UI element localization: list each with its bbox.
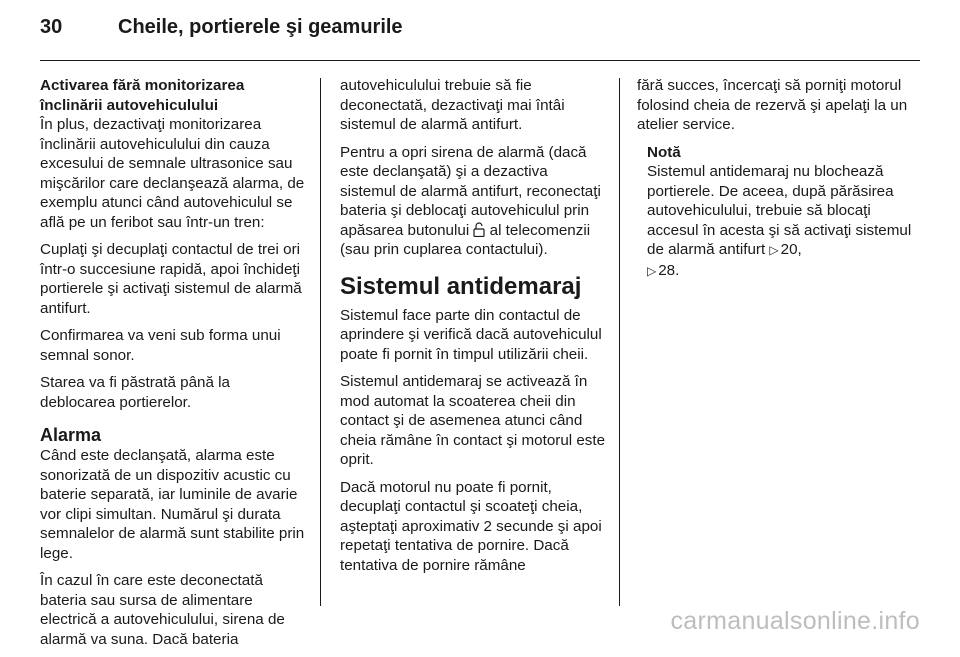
page-reference-link[interactable]: 28. (658, 261, 680, 279)
paragraph: Sistemul face parte din contactul de aprindere şi verifică dacă autovehiculul poate fi pornit în timpul utilizării cheii. (340, 306, 602, 363)
note-label: Notă (647, 143, 681, 161)
note-text (647, 162, 919, 281)
column-3 (637, 76, 919, 289)
paragraph: În plus, dezactivaţi monitorizarea înclinării autovehiculului din cauza excesului de semnale ultrasonice sau mişcărilor care declanşează alarma, de exemplu atunci când autovehiculul se află pe un feribot sau într-un tren: (40, 116, 305, 231)
text-span: Pentru a opri sirena de alarmă (dacă este declanşată) şi a dezactiva sistemul de alarmă antifurt, reconectaţi bateria şi deblocaţi autovehiculul prin apăsarea butonului (340, 143, 601, 239)
column-1 (40, 76, 306, 657)
paragraph: Confirmarea va veni sub forma unui semnal sonor. (40, 327, 281, 364)
page-ref-arrow-icon: ▷ (769, 243, 779, 257)
paragraph: În cazul în care este deconectată bateria sau sursa de alimentare electrică a autovehiculului, sirena de alarmă va suna. Dacă bateria (40, 572, 285, 648)
section-heading-tilt-monitoring: Activarea fără monitorizarea înclinării autovehiculului (40, 77, 245, 114)
column-divider (619, 78, 620, 606)
paragraph: Când este declanşată, alarma este sonorizată de un dispozitiv acustic cu baterie separată, iar luminile de avarie vor clipi simultan. Numărul şi durata semnalelor de alarmă sunt stabilite prin lege. (40, 447, 305, 562)
text-span: al telecomenzii (sau prin cuplarea contactului). (340, 221, 591, 258)
paragraph: Cuplaţi şi decuplaţi contactul de trei ori într-o succesiune rapidă, apoi închideţi portierele şi activaţi sistemul de alarmă antifurt. (40, 241, 302, 317)
page-number: 30 (40, 16, 63, 38)
note-box (647, 143, 919, 282)
paragraph-unlock-instructions (340, 143, 606, 260)
watermark: carmanualsonline.info (670, 607, 920, 635)
paragraph: autovehiculului trebuie să fie deconectată, dezactivaţi mai întâi sistemul de alarmă antifurt. (340, 77, 565, 133)
paragraph: Starea va fi păstrată până la deblocarea portierelor. (40, 374, 230, 411)
unlock-icon (473, 222, 485, 237)
header-divider (40, 60, 920, 61)
section-heading-immobilizer: Sistemul antidemaraj (340, 272, 582, 300)
paragraph: fără succes, încercaţi să porniţi motorul folosind cheia de rezervă şi apelaţi la un atelier service. (637, 77, 908, 133)
page-header (40, 14, 920, 54)
paragraph: Dacă motorul nu poate fi pornit, decuplaţi contactul şi scoateţi cheia, aşteptaţi aproximativ 2 secunde şi apoi repetaţi tentativa de pornire. Dacă tentativa de pornire rămâne (340, 478, 602, 574)
paragraph: Sistemul antidemaraj se activează în mod automat la scoaterea cheii din contact şi de asemenea atunci când cheia rămâne în contact şi motorul este oprit. (340, 373, 606, 468)
column-divider (320, 78, 321, 606)
page-title: Cheile, portierele şi geamurile (118, 16, 403, 38)
page-ref-arrow-icon: ▷ (647, 263, 657, 278)
section-heading-alarm: Alarma (40, 425, 102, 445)
page-reference-link[interactable]: 20, (780, 241, 802, 258)
column-2 (340, 76, 606, 583)
text-span: Sistemul antidemaraj nu blochează portierele. De aceea, după părăsirea autovehiculului, trebuie să blocaţi accesul în acesta şi să activaţi sistemul de alarmă antifurt (647, 163, 912, 258)
